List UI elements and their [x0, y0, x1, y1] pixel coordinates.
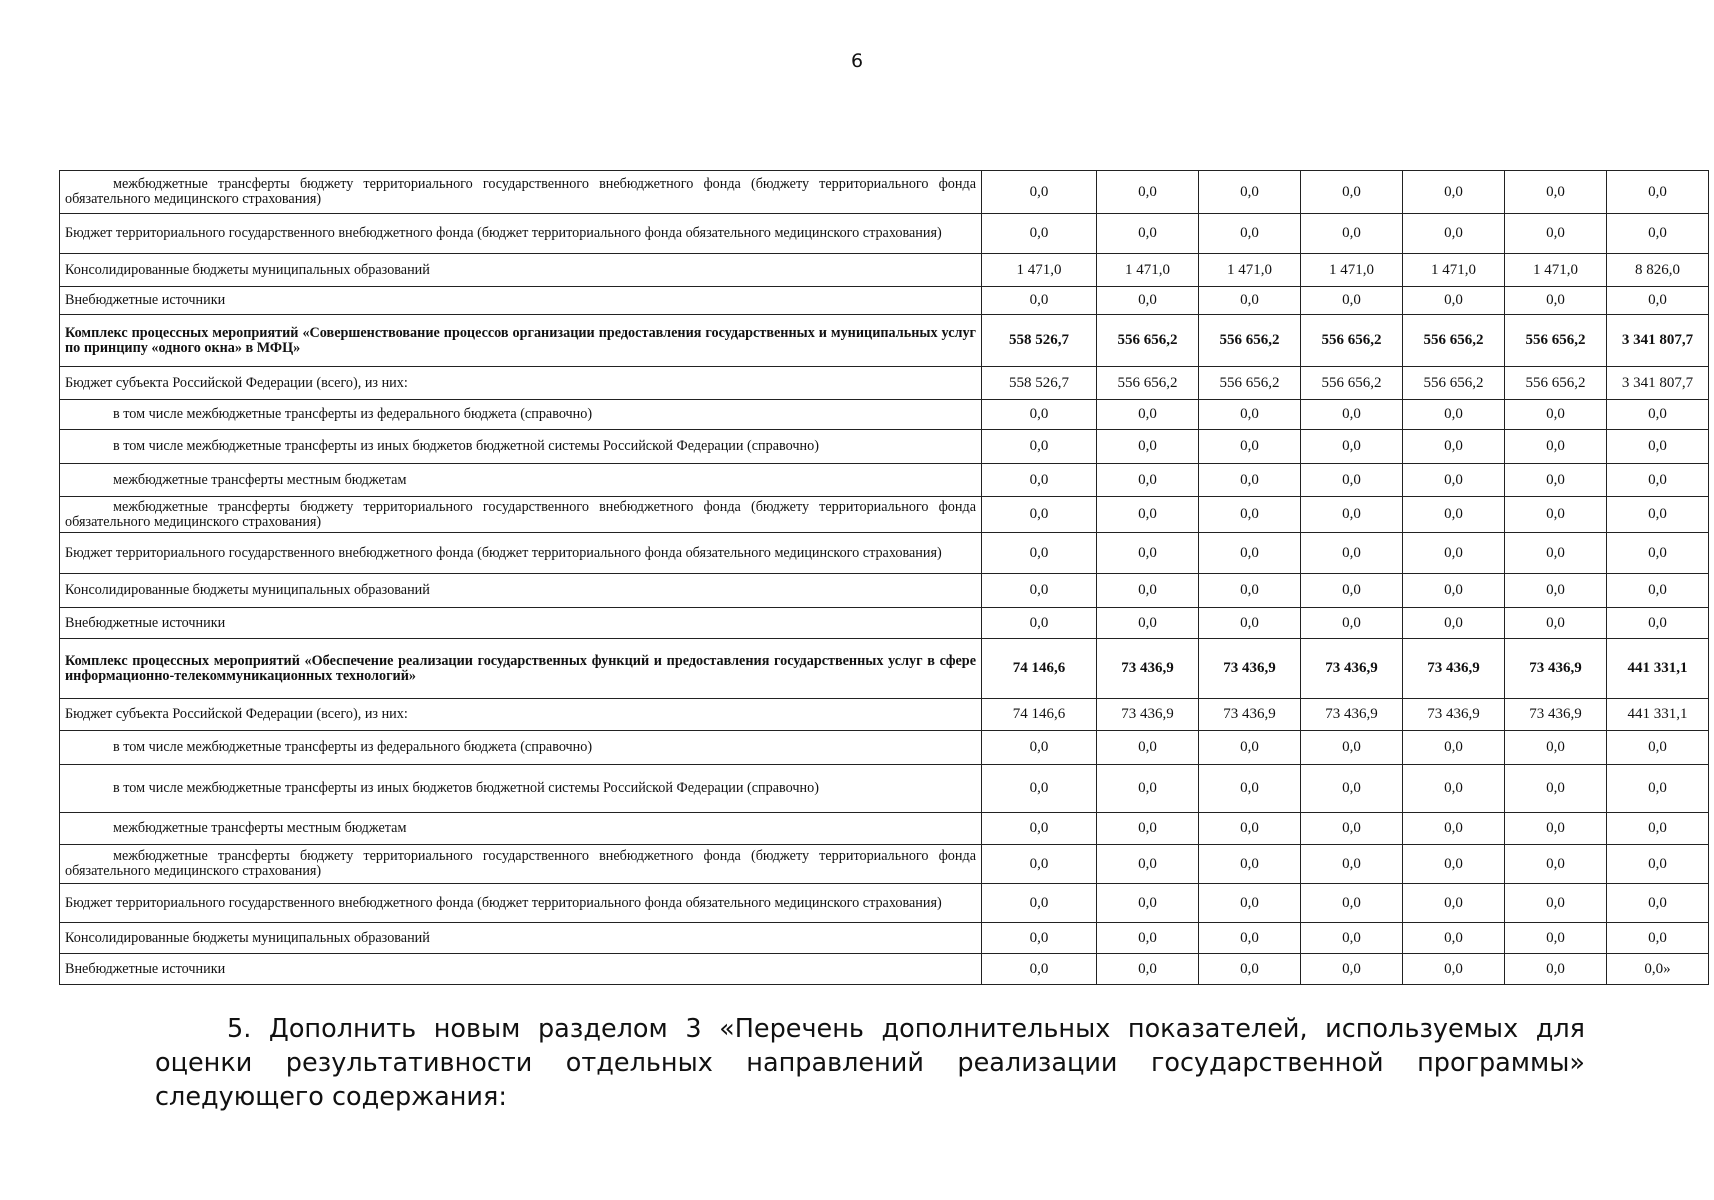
row-value: 0,0 [1403, 954, 1505, 985]
table-row [60, 533, 1709, 574]
row-value: 0,0 [1199, 731, 1301, 765]
budget-table [59, 170, 1709, 985]
row-value: 0,0 [1097, 765, 1199, 813]
table-row [60, 315, 1709, 367]
row-value: 0,0 [982, 608, 1097, 639]
row-value: 0,0 [1607, 171, 1709, 214]
row-value: 0,0 [1505, 731, 1607, 765]
row-value: 556 656,2 [1505, 367, 1607, 400]
row-value: 556 656,2 [1097, 315, 1199, 367]
closing-paragraph: 5. Дополнить новым разделом 3 «Перечень дополнительных показателей, используемых для оценки результативности отдельных направлений реализации государственной программы» следующего содержания: [155, 1014, 1585, 1112]
row-value: 0,0 [1403, 574, 1505, 608]
row-value: 0,0 [1301, 287, 1403, 315]
row-value: 0,0 [982, 954, 1097, 985]
row-label: Внебюджетные источники [60, 608, 982, 639]
row-value: 0,0 [982, 464, 1097, 497]
row-value: 0,0 [1403, 171, 1505, 214]
row-value: 0,0 [1097, 813, 1199, 845]
row-value: 0,0 [1607, 884, 1709, 923]
row-value: 1 471,0 [1505, 254, 1607, 287]
row-value: 0,0 [1505, 430, 1607, 464]
row-value: 0,0 [1607, 214, 1709, 254]
row-value: 0,0 [1607, 765, 1709, 813]
row-value: 556 656,2 [1403, 367, 1505, 400]
row-value: 0,0 [1505, 608, 1607, 639]
row-label: в том числе межбюджетные трансферты из иных бюджетов бюджетной системы Российской Федерации (справочно) [60, 765, 982, 813]
row-value: 0,0 [1199, 884, 1301, 923]
table-row [60, 699, 1709, 731]
row-value: 1 471,0 [982, 254, 1097, 287]
row-label: Бюджет территориального государственного внебюджетного фонда (бюджет территориального фонда обязательного медицинского страхования) [60, 533, 982, 574]
row-value: 0,0 [1097, 574, 1199, 608]
row-value: 0,0 [1301, 574, 1403, 608]
row-value: 0,0 [982, 923, 1097, 954]
row-value: 0,0 [1097, 464, 1199, 497]
row-value: 0,0 [1199, 845, 1301, 884]
row-label: межбюджетные трансферты бюджету территориального государственного внебюджетного фонда (бюджету территориального фонда обязательного медицинского страхования) [60, 171, 982, 214]
row-value: 0,0 [1097, 400, 1199, 430]
row-value: 441 331,1 [1607, 639, 1709, 699]
table-row [60, 287, 1709, 315]
table-row [60, 731, 1709, 765]
row-label: межбюджетные трансферты бюджету территориального государственного внебюджетного фонда (бюджету территориального фонда обязательного медицинского страхования) [60, 497, 982, 533]
row-value: 73 436,9 [1097, 699, 1199, 731]
table-row [60, 367, 1709, 400]
row-label: в том числе межбюджетные трансферты из федерального бюджета (справочно) [60, 731, 982, 765]
row-value: 0,0 [982, 430, 1097, 464]
row-value: 0,0 [982, 497, 1097, 533]
row-value: 0,0 [982, 731, 1097, 765]
row-value: 0,0 [1505, 400, 1607, 430]
row-value: 556 656,2 [1097, 367, 1199, 400]
row-value: 0,0 [1097, 954, 1199, 985]
row-value: 0,0 [1607, 464, 1709, 497]
row-label: межбюджетные трансферты местным бюджетам [60, 813, 982, 845]
row-value: 1 471,0 [1097, 254, 1199, 287]
row-value: 0,0 [1607, 430, 1709, 464]
row-value: 0,0 [1301, 464, 1403, 497]
row-value: 0,0 [1403, 608, 1505, 639]
table-row [60, 171, 1709, 214]
row-label: Внебюджетные источники [60, 954, 982, 985]
row-value: 0,0» [1607, 954, 1709, 985]
row-value: 0,0 [1607, 497, 1709, 533]
row-value: 73 436,9 [1199, 699, 1301, 731]
row-value: 0,0 [1505, 464, 1607, 497]
row-value: 0,0 [1403, 923, 1505, 954]
row-value: 0,0 [1097, 171, 1199, 214]
row-value: 0,0 [1403, 731, 1505, 765]
row-value: 0,0 [1505, 214, 1607, 254]
row-value: 0,0 [1301, 400, 1403, 430]
row-label: Бюджет территориального государственного внебюджетного фонда (бюджет территориального фонда обязательного медицинского страхования) [60, 214, 982, 254]
row-value: 0,0 [1199, 171, 1301, 214]
row-value: 3 341 807,7 [1607, 367, 1709, 400]
row-value: 0,0 [1301, 923, 1403, 954]
row-value: 0,0 [1097, 923, 1199, 954]
row-value: 0,0 [982, 171, 1097, 214]
row-value: 0,0 [1199, 813, 1301, 845]
row-value: 73 436,9 [1403, 639, 1505, 699]
row-value: 0,0 [1301, 954, 1403, 985]
row-value: 73 436,9 [1505, 699, 1607, 731]
row-value: 0,0 [1505, 574, 1607, 608]
row-value: 0,0 [982, 287, 1097, 315]
row-value: 0,0 [1097, 884, 1199, 923]
row-value: 0,0 [1607, 813, 1709, 845]
table-row [60, 923, 1709, 954]
table-row [60, 214, 1709, 254]
row-value: 0,0 [1199, 430, 1301, 464]
row-value: 0,0 [1199, 765, 1301, 813]
row-value: 74 146,6 [982, 639, 1097, 699]
row-label: Внебюджетные источники [60, 287, 982, 315]
row-value: 0,0 [1097, 533, 1199, 574]
row-label: Бюджет субъекта Российской Федерации (всего), из них: [60, 367, 982, 400]
row-value: 0,0 [1403, 287, 1505, 315]
row-value: 0,0 [1199, 464, 1301, 497]
row-value: 0,0 [1505, 533, 1607, 574]
table-row [60, 574, 1709, 608]
row-value: 1 471,0 [1199, 254, 1301, 287]
row-value: 0,0 [1505, 884, 1607, 923]
row-value: 0,0 [1199, 533, 1301, 574]
row-label: в том числе межбюджетные трансферты из федерального бюджета (справочно) [60, 400, 982, 430]
row-value: 8 826,0 [1607, 254, 1709, 287]
row-value: 0,0 [1403, 884, 1505, 923]
row-value: 0,0 [1607, 533, 1709, 574]
row-value: 0,0 [1199, 923, 1301, 954]
row-value: 0,0 [1199, 497, 1301, 533]
row-value: 0,0 [1403, 765, 1505, 813]
row-value: 0,0 [1301, 731, 1403, 765]
row-value: 556 656,2 [1301, 315, 1403, 367]
table-row [60, 608, 1709, 639]
row-value: 0,0 [1097, 845, 1199, 884]
row-value: 0,0 [1403, 430, 1505, 464]
row-label: межбюджетные трансферты местным бюджетам [60, 464, 982, 497]
row-value: 0,0 [1403, 464, 1505, 497]
table-row [60, 813, 1709, 845]
table-row [60, 254, 1709, 287]
table-row [60, 845, 1709, 884]
row-value: 0,0 [1607, 608, 1709, 639]
row-value: 0,0 [1301, 845, 1403, 884]
row-value: 0,0 [1301, 884, 1403, 923]
table-row [60, 400, 1709, 430]
row-value: 0,0 [1607, 845, 1709, 884]
row-value: 0,0 [1301, 765, 1403, 813]
row-value: 0,0 [982, 214, 1097, 254]
row-value: 73 436,9 [1403, 699, 1505, 731]
row-value: 0,0 [1199, 287, 1301, 315]
table-row [60, 954, 1709, 985]
row-value: 0,0 [1097, 608, 1199, 639]
row-value: 0,0 [1607, 400, 1709, 430]
row-value: 0,0 [982, 813, 1097, 845]
row-value: 0,0 [1097, 287, 1199, 315]
row-value: 73 436,9 [1097, 639, 1199, 699]
row-value: 0,0 [1403, 400, 1505, 430]
row-value: 0,0 [1301, 608, 1403, 639]
row-value: 556 656,2 [1505, 315, 1607, 367]
row-value: 0,0 [1301, 171, 1403, 214]
row-value: 0,0 [1301, 430, 1403, 464]
row-value: 0,0 [1607, 574, 1709, 608]
row-value: 0,0 [1097, 430, 1199, 464]
row-value: 0,0 [1199, 574, 1301, 608]
row-value: 556 656,2 [1301, 367, 1403, 400]
row-value: 73 436,9 [1301, 639, 1403, 699]
row-value: 0,0 [1505, 171, 1607, 214]
row-value: 0,0 [982, 400, 1097, 430]
row-value: 0,0 [1505, 954, 1607, 985]
row-value: 0,0 [1199, 400, 1301, 430]
row-label: Бюджет территориального государственного внебюджетного фонда (бюджет территориального фонда обязательного медицинского страхования) [60, 884, 982, 923]
row-value: 0,0 [1403, 845, 1505, 884]
row-value: 0,0 [982, 574, 1097, 608]
row-label: Консолидированные бюджеты муниципальных образований [60, 574, 982, 608]
row-value: 558 526,7 [982, 315, 1097, 367]
row-value: 0,0 [982, 765, 1097, 813]
row-value: 0,0 [982, 884, 1097, 923]
row-value: 0,0 [1607, 731, 1709, 765]
row-value: 0,0 [982, 533, 1097, 574]
row-value: 0,0 [1301, 497, 1403, 533]
row-value: 0,0 [1505, 845, 1607, 884]
row-value: 0,0 [1505, 765, 1607, 813]
row-value: 556 656,2 [1403, 315, 1505, 367]
row-value: 0,0 [1505, 923, 1607, 954]
row-value: 441 331,1 [1607, 699, 1709, 731]
row-value: 1 471,0 [1301, 254, 1403, 287]
row-value: 0,0 [1097, 731, 1199, 765]
row-value: 0,0 [1199, 954, 1301, 985]
table-row [60, 884, 1709, 923]
row-value: 556 656,2 [1199, 367, 1301, 400]
row-value: 73 436,9 [1301, 699, 1403, 731]
row-label: Комплекс процессных мероприятий «Совершенствование процессов организации предоставления государственных и муниципальных услуг по принципу «одного окна» в МФЦ» [60, 315, 982, 367]
row-value: 0,0 [982, 845, 1097, 884]
row-value: 0,0 [1301, 214, 1403, 254]
row-label: в том числе межбюджетные трансферты из иных бюджетов бюджетной системы Российской Федерации (справочно) [60, 430, 982, 464]
row-value: 0,0 [1301, 813, 1403, 845]
row-value: 74 146,6 [982, 699, 1097, 731]
row-label: Консолидированные бюджеты муниципальных образований [60, 923, 982, 954]
table-row [60, 497, 1709, 533]
table-row [60, 765, 1709, 813]
row-value: 0,0 [1199, 608, 1301, 639]
row-value: 0,0 [1199, 214, 1301, 254]
row-label: межбюджетные трансферты бюджету территориального государственного внебюджетного фонда (бюджету территориального фонда обязательного медицинского страхования) [60, 845, 982, 884]
row-value: 0,0 [1403, 214, 1505, 254]
page-number: 6 [850, 50, 864, 72]
table-row [60, 430, 1709, 464]
row-value: 0,0 [1301, 533, 1403, 574]
row-value: 0,0 [1505, 287, 1607, 315]
table-row [60, 464, 1709, 497]
row-label: Бюджет субъекта Российской Федерации (всего), из них: [60, 699, 982, 731]
row-value: 0,0 [1403, 533, 1505, 574]
row-value: 73 436,9 [1505, 639, 1607, 699]
row-value: 3 341 807,7 [1607, 315, 1709, 367]
row-value: 73 436,9 [1199, 639, 1301, 699]
row-value: 0,0 [1097, 497, 1199, 533]
row-value: 1 471,0 [1403, 254, 1505, 287]
row-value: 0,0 [1607, 287, 1709, 315]
row-value: 0,0 [1607, 923, 1709, 954]
table-row [60, 639, 1709, 699]
row-value: 0,0 [1505, 813, 1607, 845]
row-label: Комплекс процессных мероприятий «Обеспечение реализации государственных функций и предоставления государственных услуг в сфере информационно-телекоммуникационных технологий» [60, 639, 982, 699]
row-value: 0,0 [1403, 497, 1505, 533]
row-value: 556 656,2 [1199, 315, 1301, 367]
row-value: 0,0 [1403, 813, 1505, 845]
row-value: 558 526,7 [982, 367, 1097, 400]
row-value: 0,0 [1505, 497, 1607, 533]
row-value: 0,0 [1097, 214, 1199, 254]
row-label: Консолидированные бюджеты муниципальных образований [60, 254, 982, 287]
